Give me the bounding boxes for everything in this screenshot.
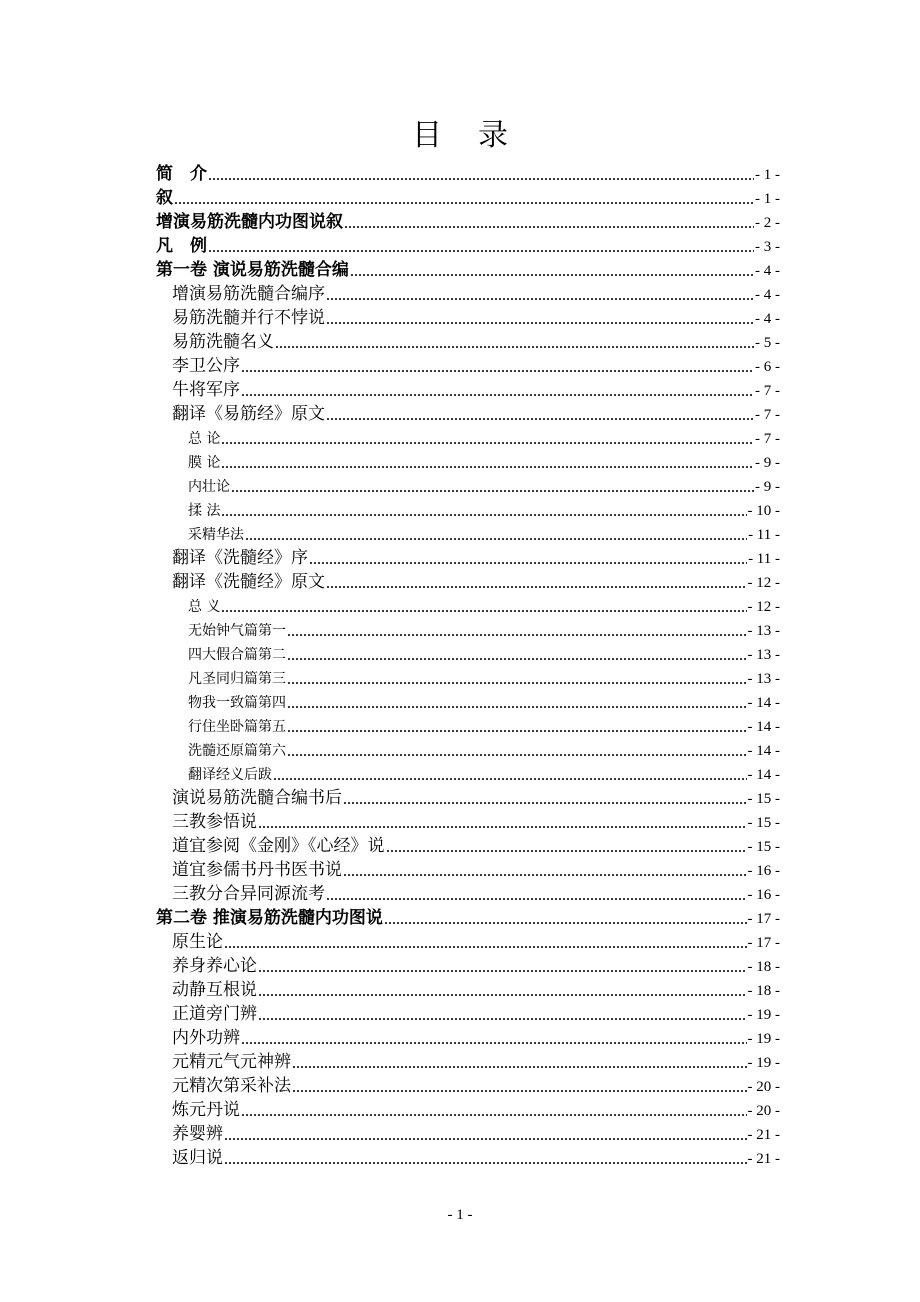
toc-dot-leader [224,932,747,952]
toc-entry-page: - 12 - [747,575,780,591]
toc-dot-leader [287,620,747,640]
toc-dot-leader [258,1004,747,1024]
toc-entry-page: - 2 - [755,215,780,231]
toc-entry[interactable] [156,256,780,280]
toc-entry[interactable] [156,280,780,304]
toc-dot-leader [326,884,747,904]
toc-entry-page: - 4 - [755,287,780,303]
toc-entry-page: - 19 - [747,1007,780,1023]
toc-entry-page: - 7 - [755,407,780,423]
toc-entry-label: 元精次第采补法 [172,1076,291,1096]
toc-entry-label: 内外功辨 [172,1028,240,1048]
toc-entry[interactable] [156,904,780,928]
toc-entry-label: 正道旁门辨 [172,1004,257,1024]
toc-entry[interactable] [156,424,780,448]
toc-entry-page: - 16 - [747,887,780,903]
toc-dot-leader [241,356,754,376]
toc-entry[interactable] [156,928,780,952]
toc-entry[interactable] [156,832,780,856]
toc-entry-label: 总 论 [188,431,221,447]
toc-entry-page: - 14 - [747,719,780,735]
toc-dot-leader [386,836,747,856]
toc-entry-page: - 19 - [747,1055,780,1071]
toc-entry-label: 动静互根说 [172,980,257,1000]
toc-entry-label: 翻译经义后跋 [188,767,272,783]
toc-entry-label: 原生论 [172,932,223,952]
toc-dot-leader [275,332,754,352]
toc-entry-page: - 16 - [747,863,780,879]
toc-dot-leader [258,956,747,976]
toc-entry[interactable] [156,1072,780,1096]
toc-entry[interactable] [156,1048,780,1072]
toc-entry-page: - 13 - [747,623,780,639]
toc-entry[interactable] [156,232,780,256]
toc-entry-label: 演说易筋洗髓合编书后 [172,788,342,808]
toc-entry-page: - 21 - [747,1127,780,1143]
toc-entry-page: - 14 - [747,767,780,783]
toc-entry-label: 三教分合异同源流考 [172,884,325,904]
toc-entry-page: - 11 - [748,527,780,543]
toc-entry[interactable] [156,304,780,328]
toc-dot-leader [174,188,754,208]
toc-dot-leader [292,1076,747,1096]
toc-entry-page: - 7 - [755,431,780,447]
toc-dot-leader [344,212,754,232]
toc-entry[interactable] [156,376,780,400]
toc-dot-leader [326,284,754,304]
toc-entry[interactable] [156,760,780,784]
toc-entry-page: - 18 - [747,983,780,999]
toc-entry-label: 元精元气元神辨 [172,1052,291,1072]
toc-entry-label: 内壮论 [188,479,230,495]
toc-dot-leader [221,428,754,448]
toc-entry-page: - 10 - [747,503,780,519]
toc-entry-page: - 7 - [755,383,780,399]
toc-entry-page: - 3 - [755,239,780,255]
toc-entry-label: 养身养心论 [172,956,257,976]
toc-entry-page: - 12 - [747,599,780,615]
toc-entry[interactable] [156,880,780,904]
toc-entry[interactable] [156,712,780,736]
toc-dot-leader [221,452,754,472]
toc-entry-page: - 20 - [747,1079,780,1095]
toc-entry[interactable] [156,808,780,832]
toc-entry-label: 牛将军序 [172,380,240,400]
toc-dot-leader [292,1052,747,1072]
toc-entry-page: - 1 - [755,191,780,207]
toc-entry[interactable] [156,616,780,640]
toc-entry-label: 简 介 [156,164,207,184]
toc-entry-page: - 15 - [747,815,780,831]
toc-entry-page: - 11 - [748,551,780,567]
toc-entry-page: - 17 - [747,911,780,927]
toc-entry-label: 无始钟气篇第一 [188,623,286,639]
toc-entry-label: 膜 论 [188,455,221,471]
toc-entry-label: 第二卷 推演易筋洗髓内功图说 [156,908,383,928]
page-title: 目录 [412,118,544,153]
toc-entry[interactable] [156,472,780,496]
toc-dot-leader [287,692,747,712]
toc-dot-leader [287,644,747,664]
toc-dot-leader [273,764,747,784]
toc-entry-page: - 15 - [747,791,780,807]
toc-entry[interactable] [156,1024,780,1048]
toc-entry-label: 翻译《易筋经》原文 [172,404,325,424]
toc-entry-label: 凡 例 [156,236,207,256]
toc-dot-leader [343,860,747,880]
toc-entry-page: - 4 - [755,311,780,327]
toc-entry-label: 第一卷 演说易筋洗髓合编 [156,260,349,280]
toc-entry-label: 叙 [156,188,173,208]
toc-entry[interactable] [156,688,780,712]
toc-dot-leader [208,236,754,256]
toc-dot-leader [221,596,746,616]
toc-entry[interactable] [156,520,780,544]
toc-dot-leader [309,548,747,568]
toc-entry[interactable] [156,736,780,760]
toc-entry-label: 物我一致篇第四 [188,695,286,711]
toc-entry[interactable] [156,496,780,520]
toc-entry-label: 洗髓还原篇第六 [188,743,286,759]
toc-entry-page: - 6 - [755,359,780,375]
toc-entry[interactable] [156,1144,780,1168]
toc-entry-label: 易筋洗髓并行不悖说 [172,308,325,328]
toc-entry-page: - 13 - [747,671,780,687]
toc-entry[interactable] [156,784,780,808]
toc-entry-page: - 14 - [747,695,780,711]
toc-entry-label: 增演易筋洗髓内功图说叙 [156,212,343,232]
toc-dot-leader [287,716,747,736]
toc-dot-leader [221,500,746,520]
toc-entry-page: - 1 - [755,167,780,183]
toc-entry-label: 揉 法 [188,503,221,519]
toc-entry-label: 炼元丹说 [172,1100,240,1120]
toc-dot-leader [258,812,747,832]
toc-entry[interactable] [156,184,780,208]
toc-entry[interactable] [156,856,780,880]
toc-dot-leader [326,404,754,424]
toc-dot-leader [231,476,754,496]
toc-entry-label: 四大假合篇第二 [188,647,286,663]
toc-entry-label: 道宜参阅《金刚》《心经》说 [172,836,385,856]
toc-entry[interactable] [156,544,780,568]
toc-entry-label: 三教参悟说 [172,812,257,832]
toc-entry-label: 总 义 [188,599,221,615]
toc-entry-label: 养婴辨 [172,1124,223,1144]
toc-entry[interactable] [156,160,780,184]
toc-entry-page: - 5 - [755,335,780,351]
toc-entry-label: 翻译《洗髓经》序 [172,548,308,568]
page-number-footer: - 1 - [447,1207,473,1223]
toc-dot-leader [350,260,754,280]
toc-entry-label: 行住坐卧篇第五 [188,719,286,735]
toc-entry-label: 道宜参儒书丹书医书说 [172,860,342,880]
toc-dot-leader [241,380,754,400]
toc-entry[interactable] [156,568,780,592]
toc-dot-leader [326,572,747,592]
toc-entry[interactable] [156,976,780,1000]
toc-entry-page: - 19 - [747,1031,780,1047]
toc-entry[interactable] [156,1096,780,1120]
toc-entry-label: 易筋洗髓名义 [172,332,274,352]
toc-dot-leader [224,1148,747,1168]
toc-dot-leader [287,740,747,760]
toc-entry-label: 返归说 [172,1148,223,1168]
toc-dot-leader [241,1100,747,1120]
toc-entry[interactable] [156,1120,780,1144]
table-of-contents [156,160,780,1168]
toc-dot-leader [287,668,747,688]
toc-entry[interactable] [156,400,780,424]
toc-entry-page: - 9 - [755,455,780,471]
toc-entry-page: - 18 - [747,959,780,975]
toc-entry-page: - 13 - [747,647,780,663]
toc-entry-label: 凡圣同归篇第三 [188,671,286,687]
toc-entry[interactable] [156,640,780,664]
toc-entry[interactable] [156,952,780,976]
toc-dot-leader [245,524,747,544]
toc-entry-page: - 20 - [747,1103,780,1119]
toc-entry-page: - 21 - [747,1151,780,1167]
toc-dot-leader [343,788,747,808]
toc-entry[interactable] [156,208,780,232]
toc-entry-label: 采精华法 [188,527,244,543]
toc-entry[interactable] [156,328,780,352]
toc-entry-label: 翻译《洗髓经》原文 [172,572,325,592]
toc-entry[interactable] [156,448,780,472]
toc-entry-page: - 4 - [755,263,780,279]
toc-entry-label: 增演易筋洗髓合编序 [172,284,325,304]
toc-entry[interactable] [156,592,780,616]
toc-dot-leader [326,308,754,328]
toc-entry[interactable] [156,352,780,376]
toc-dot-leader [208,164,754,184]
toc-entry[interactable] [156,1000,780,1024]
toc-dot-leader [241,1028,747,1048]
toc-entry-page: - 15 - [747,839,780,855]
toc-entry-page: - 9 - [755,479,780,495]
toc-dot-leader [224,1124,747,1144]
toc-dot-leader [384,908,747,928]
toc-dot-leader [258,980,747,1000]
toc-entry-label: 李卫公序 [172,356,240,376]
toc-entry-page: - 14 - [747,743,780,759]
toc-entry-page: - 17 - [747,935,780,951]
toc-entry[interactable] [156,664,780,688]
